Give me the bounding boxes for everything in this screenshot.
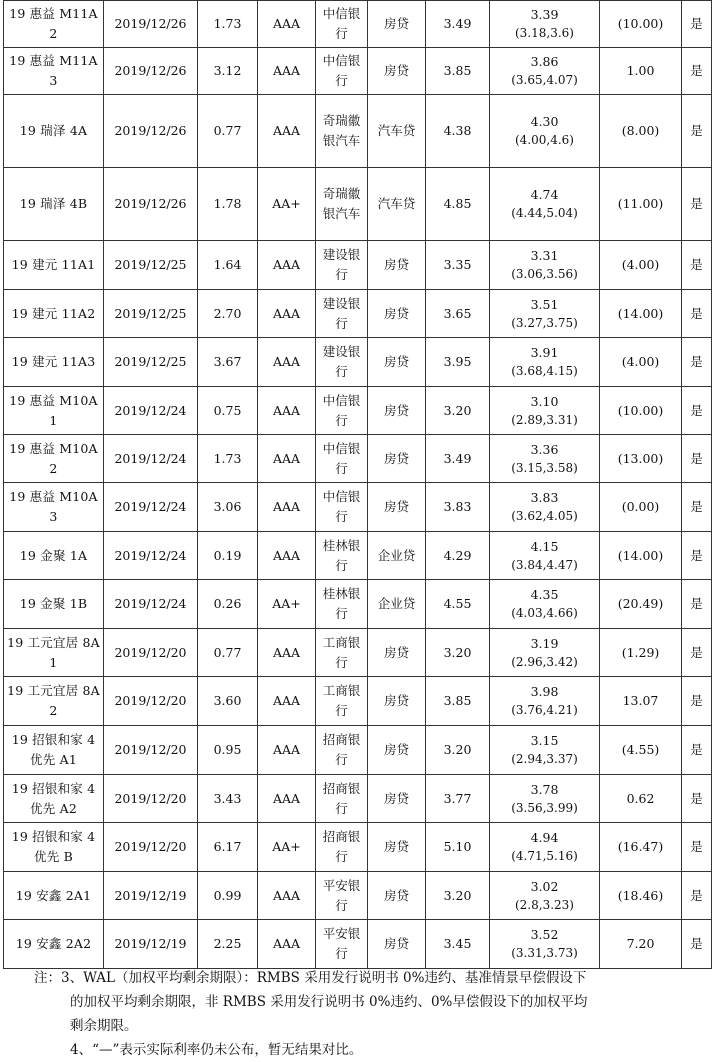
issuer-cell: 奇瑞徽银汽车 (316, 168, 368, 241)
issue-date-cell: 2019/12/24 (104, 435, 198, 483)
security-name-cell: 19 金聚 1B (4, 580, 104, 629)
actual-rate-cell: 4.55 (426, 580, 490, 629)
wal-value-cell: 0.77 (198, 95, 258, 168)
estimated-rate: 3.91 (530, 345, 559, 360)
wal-value-cell: 1.78 (198, 168, 258, 241)
issuer-cell: 建设银行 (316, 338, 368, 387)
estimated-rate: 3.39 (530, 7, 559, 22)
issue-date-cell: 2019/12/26 (104, 168, 198, 241)
rating-cell: AAA (258, 483, 316, 532)
table-row (4, 290, 712, 338)
issuer-cell: 建设银行 (316, 241, 368, 290)
table-row (4, 435, 712, 483)
actual-rate-cell: 3.95 (426, 338, 490, 387)
security-name-cell: 19 惠益 M11A2 (4, 1, 104, 48)
estimated-range: (3.65,4.07) (511, 73, 578, 87)
rating-cell: AAA (258, 48, 316, 95)
security-name-cell: 19 建元 11A3 (4, 338, 104, 387)
asset-type-cell: 房贷 (368, 872, 426, 920)
issuance-table (3, 0, 712, 969)
estimated-rate-cell (490, 775, 600, 823)
issue-date-cell: 2019/12/25 (104, 241, 198, 290)
table-row (4, 823, 712, 872)
issuer-cell: 平安银行 (316, 872, 368, 920)
rate-difference-cell: (16.47) (600, 823, 682, 872)
wal-value-cell: 0.75 (198, 387, 258, 435)
estimated-rate-cell (490, 168, 600, 241)
wal-value-cell: 1.73 (198, 1, 258, 48)
estimated-range: (2.94,3.37) (511, 752, 578, 766)
rate-difference-cell: (14.00) (600, 532, 682, 580)
estimated-rate: 3.19 (530, 635, 559, 651)
rate-difference-cell: (13.00) (600, 435, 682, 483)
estimated-rate: 3.52 (530, 927, 559, 942)
wal-value-cell: 2.25 (198, 920, 258, 969)
actual-rate-cell: 3.49 (426, 1, 490, 48)
table-body (4, 1, 712, 969)
actual-rate-cell: 3.85 (426, 48, 490, 95)
estimated-rate-cell (490, 387, 600, 435)
table-row (4, 241, 712, 290)
within-range-flag-cell: 是 (682, 48, 712, 95)
issuer-cell: 招商银行 (316, 823, 368, 872)
rating-cell: AAA (258, 872, 316, 920)
issuer-cell: 工商银行 (316, 629, 368, 677)
wal-value-cell: 2.70 (198, 290, 258, 338)
wal-value-cell: 3.06 (198, 483, 258, 532)
issuer-cell: 平安银行 (316, 920, 368, 969)
estimated-rate-cell (490, 48, 600, 95)
within-range-flag-cell: 是 (682, 532, 712, 580)
wal-value-cell: 3.43 (198, 775, 258, 823)
rate-difference-cell: (4.00) (600, 338, 682, 387)
estimated-rate-cell (490, 483, 600, 532)
rating-cell: AAA (258, 338, 316, 387)
issue-date-cell: 2019/12/20 (104, 629, 198, 677)
issue-date-cell: 2019/12/20 (104, 823, 198, 872)
wal-value-cell: 6.17 (198, 823, 258, 872)
issue-date-cell: 2019/12/20 (104, 677, 198, 726)
rate-difference-cell: (14.00) (600, 290, 682, 338)
rate-difference-cell: (8.00) (600, 95, 682, 168)
table-row (4, 629, 712, 677)
wal-value-cell: 1.73 (198, 435, 258, 483)
estimated-rate: 3.36 (530, 441, 559, 457)
issue-date-cell: 2019/12/25 (104, 290, 198, 338)
asset-type-cell: 房贷 (368, 726, 426, 775)
estimated-rate: 4.74 (530, 187, 559, 202)
issuer-cell: 招商银行 (316, 775, 368, 823)
issuer-cell: 招商银行 (316, 726, 368, 775)
rate-difference-cell: 0.62 (600, 775, 682, 823)
rating-cell: AAA (258, 775, 316, 823)
actual-rate-cell: 3.49 (426, 435, 490, 483)
within-range-flag-cell: 是 (682, 1, 712, 48)
estimated-rate-cell (490, 920, 600, 969)
table-row (4, 872, 712, 920)
security-name-cell: 19 安鑫 2A1 (4, 872, 104, 920)
estimated-range: (4.71,5.16) (511, 849, 578, 863)
issue-date-cell: 2019/12/19 (104, 872, 198, 920)
table-row (4, 920, 712, 969)
asset-type-cell: 房贷 (368, 677, 426, 726)
issuer-cell: 中信银行 (316, 48, 368, 95)
estimated-range: (3.15,3.58) (511, 460, 578, 475)
table-row (4, 726, 712, 775)
asset-type-cell: 汽车贷 (368, 168, 426, 241)
issuer-cell: 建设银行 (316, 290, 368, 338)
table-row (4, 168, 712, 241)
within-range-flag-cell: 是 (682, 726, 712, 775)
asset-type-cell: 房贷 (368, 483, 426, 532)
table-row (4, 483, 712, 532)
estimated-rate: 4.15 (530, 538, 559, 554)
estimated-rate-cell (490, 532, 600, 580)
estimated-rate-cell (490, 338, 600, 387)
asset-type-cell: 房贷 (368, 435, 426, 483)
estimated-rate-cell (490, 580, 600, 629)
estimated-rate-cell (490, 241, 600, 290)
wal-value-cell: 1.64 (198, 241, 258, 290)
note-4: 4、“—”表示实际利率仍未公布，暂无结果对比。 (70, 1042, 363, 1058)
security-name-cell: 19 工元宜居 8A1 (4, 629, 104, 677)
estimated-range: (4.03,4.66) (511, 606, 578, 620)
estimated-rate-cell (490, 290, 600, 338)
issue-date-cell: 2019/12/24 (104, 387, 198, 435)
table-row (4, 48, 712, 95)
rate-difference-cell: (4.00) (600, 241, 682, 290)
rating-cell: AAA (258, 532, 316, 580)
rating-cell: AAA (258, 241, 316, 290)
asset-type-cell: 房贷 (368, 48, 426, 95)
estimated-range: (2.8,3.23) (515, 897, 574, 912)
asset-type-cell: 汽车贷 (368, 95, 426, 168)
asset-type-cell: 房贷 (368, 338, 426, 387)
security-name-cell: 19 工元宜居 8A2 (4, 677, 104, 726)
estimated-range: (2.89,3.31) (511, 412, 578, 427)
within-range-flag-cell: 是 (682, 290, 712, 338)
issuer-cell: 桂林银行 (316, 580, 368, 629)
estimated-range: (3.06,3.56) (511, 267, 578, 281)
rate-difference-cell: 13.07 (600, 677, 682, 726)
table-row (4, 1, 712, 48)
issue-date-cell: 2019/12/25 (104, 338, 198, 387)
actual-rate-cell: 3.45 (426, 920, 490, 969)
table-row (4, 580, 712, 629)
rating-cell: AA+ (258, 168, 316, 241)
rating-cell: AAA (258, 290, 316, 338)
asset-type-cell: 房贷 (368, 629, 426, 677)
asset-type-cell: 房贷 (368, 823, 426, 872)
security-name-cell: 19 建元 11A1 (4, 241, 104, 290)
estimated-range: (3.76,4.21) (511, 703, 578, 717)
estimated-rate: 3.51 (530, 296, 559, 312)
wal-value-cell: 0.77 (198, 629, 258, 677)
rating-cell: AAA (258, 920, 316, 969)
security-name-cell: 19 瑞泽 4A (4, 95, 104, 168)
issue-date-cell: 2019/12/24 (104, 532, 198, 580)
wal-value-cell: 0.95 (198, 726, 258, 775)
issue-date-cell: 2019/12/24 (104, 483, 198, 532)
security-name-cell: 19 建元 11A2 (4, 290, 104, 338)
estimated-range: (3.18,3.6) (515, 26, 574, 40)
within-range-flag-cell: 是 (682, 580, 712, 629)
security-name-cell: 19 瑞泽 4B (4, 168, 104, 241)
estimated-rate-cell (490, 726, 600, 775)
within-range-flag-cell: 是 (682, 435, 712, 483)
wal-value-cell: 0.26 (198, 580, 258, 629)
issuer-cell: 奇瑞徽银汽车 (316, 95, 368, 168)
security-name-cell: 19 金聚 1A (4, 532, 104, 580)
issuer-cell: 工商银行 (316, 677, 368, 726)
note-3-line-1: 注：3、WAL（加权平均剩余期限）：RMBS 采用发行说明书 0%违约、基准情景早偿假设下 (34, 970, 587, 986)
estimated-range: (2.96,3.42) (511, 654, 578, 669)
issue-date-cell: 2019/12/26 (104, 1, 198, 48)
actual-rate-cell: 3.83 (426, 483, 490, 532)
estimated-rate: 4.35 (530, 587, 559, 602)
issue-date-cell: 2019/12/20 (104, 726, 198, 775)
within-range-flag-cell: 是 (682, 677, 712, 726)
actual-rate-cell: 3.85 (426, 677, 490, 726)
estimated-rate: 3.83 (530, 490, 559, 505)
actual-rate-cell: 4.29 (426, 532, 490, 580)
rate-difference-cell: (0.00) (600, 483, 682, 532)
estimated-range: (4.44,5.04) (511, 206, 578, 220)
wal-value-cell: 3.12 (198, 48, 258, 95)
wal-value-cell: 3.60 (198, 677, 258, 726)
rate-difference-cell: (10.00) (600, 1, 682, 48)
asset-type-cell: 企业贷 (368, 532, 426, 580)
security-name-cell: 19 招银和家 4 优先 B (4, 823, 104, 872)
rate-difference-cell: (1.29) (600, 629, 682, 677)
asset-type-cell: 房贷 (368, 775, 426, 823)
estimated-range: (3.84,4.47) (511, 557, 578, 572)
asset-type-cell: 房贷 (368, 290, 426, 338)
within-range-flag-cell: 是 (682, 241, 712, 290)
asset-type-cell: 房贷 (368, 920, 426, 969)
estimated-rate-cell (490, 677, 600, 726)
rate-difference-cell: (18.46) (600, 872, 682, 920)
asset-type-cell: 房贷 (368, 241, 426, 290)
actual-rate-cell: 3.20 (426, 629, 490, 677)
table-row (4, 387, 712, 435)
rating-cell: AAA (258, 726, 316, 775)
estimated-rate-cell (490, 1, 600, 48)
table-row (4, 775, 712, 823)
rate-difference-cell: 1.00 (600, 48, 682, 95)
estimated-rate: 3.86 (530, 54, 559, 69)
issuer-cell: 中信银行 (316, 435, 368, 483)
estimated-rate: 3.31 (530, 248, 559, 263)
wal-value-cell: 0.19 (198, 532, 258, 580)
within-range-flag-cell: 是 (682, 629, 712, 677)
table-row (4, 95, 712, 168)
estimated-rate: 3.78 (530, 781, 559, 797)
issuer-cell: 中信银行 (316, 1, 368, 48)
estimated-range: (3.62,4.05) (511, 509, 578, 523)
issue-date-cell: 2019/12/24 (104, 580, 198, 629)
issuer-cell: 桂林银行 (316, 532, 368, 580)
table-row (4, 338, 712, 387)
actual-rate-cell: 4.38 (426, 95, 490, 168)
estimated-rate: 3.10 (530, 393, 559, 409)
rate-difference-cell: (10.00) (600, 387, 682, 435)
rate-difference-cell: (20.49) (600, 580, 682, 629)
estimated-rate-cell (490, 872, 600, 920)
note-3-line-2: 的加权平均剩余期限，非 RMBS 采用发行说明书 0%违约、0%早偿假设下的加权平均 (70, 994, 588, 1010)
note-3-line-3: 剩余期限。 (70, 1018, 138, 1034)
wal-value-cell: 3.67 (198, 338, 258, 387)
estimated-rate: 3.02 (530, 878, 559, 894)
rate-difference-cell: 7.20 (600, 920, 682, 969)
security-name-cell: 19 招银和家 4 优先 A2 (4, 775, 104, 823)
security-name-cell: 19 惠益 M10A2 (4, 435, 104, 483)
footnotes (12, 966, 708, 1062)
estimated-range: (4.00,4.6) (515, 133, 574, 147)
actual-rate-cell: 3.20 (426, 872, 490, 920)
rate-difference-cell: (11.00) (600, 168, 682, 241)
within-range-flag-cell: 是 (682, 775, 712, 823)
within-range-flag-cell: 是 (682, 872, 712, 920)
asset-type-cell: 房贷 (368, 387, 426, 435)
issue-date-cell: 2019/12/19 (104, 920, 198, 969)
issuer-cell: 中信银行 (316, 483, 368, 532)
rate-difference-cell: (4.55) (600, 726, 682, 775)
estimated-rate-cell (490, 95, 600, 168)
issue-date-cell: 2019/12/26 (104, 95, 198, 168)
rating-cell: AA+ (258, 823, 316, 872)
within-range-flag-cell: 是 (682, 95, 712, 168)
estimated-rate: 3.15 (530, 733, 559, 748)
rating-cell: AAA (258, 677, 316, 726)
security-name-cell: 19 安鑫 2A2 (4, 920, 104, 969)
within-range-flag-cell: 是 (682, 483, 712, 532)
estimated-rate-cell (490, 435, 600, 483)
estimated-rate: 4.94 (530, 830, 559, 845)
actual-rate-cell: 4.85 (426, 168, 490, 241)
issue-date-cell: 2019/12/20 (104, 775, 198, 823)
within-range-flag-cell: 是 (682, 823, 712, 872)
estimated-rate-cell (490, 823, 600, 872)
estimated-range: (3.56,3.99) (511, 800, 578, 815)
actual-rate-cell: 3.20 (426, 387, 490, 435)
within-range-flag-cell: 是 (682, 920, 712, 969)
actual-rate-cell: 3.35 (426, 241, 490, 290)
rating-cell: AAA (258, 95, 316, 168)
estimated-rate: 4.30 (530, 114, 559, 129)
issue-date-cell: 2019/12/26 (104, 48, 198, 95)
actual-rate-cell: 3.65 (426, 290, 490, 338)
security-name-cell: 19 惠益 M10A3 (4, 483, 104, 532)
wal-value-cell: 0.99 (198, 872, 258, 920)
within-range-flag-cell: 是 (682, 387, 712, 435)
estimated-range: (3.31,3.73) (511, 946, 578, 960)
estimated-range: (3.68,4.15) (511, 364, 578, 378)
security-name-cell: 19 招银和家 4 优先 A1 (4, 726, 104, 775)
table-row (4, 677, 712, 726)
asset-type-cell: 企业贷 (368, 580, 426, 629)
asset-type-cell: 房贷 (368, 1, 426, 48)
security-name-cell: 19 惠益 M10A1 (4, 387, 104, 435)
actual-rate-cell: 5.10 (426, 823, 490, 872)
actual-rate-cell: 3.20 (426, 726, 490, 775)
estimated-rate: 3.98 (530, 684, 559, 699)
rating-cell: AA+ (258, 580, 316, 629)
table-row (4, 532, 712, 580)
actual-rate-cell: 3.77 (426, 775, 490, 823)
rating-cell: AAA (258, 435, 316, 483)
estimated-range: (3.27,3.75) (511, 315, 578, 330)
security-name-cell: 19 惠益 M11A3 (4, 48, 104, 95)
rating-cell: AAA (258, 1, 316, 48)
within-range-flag-cell: 是 (682, 168, 712, 241)
rating-cell: AAA (258, 387, 316, 435)
within-range-flag-cell: 是 (682, 338, 712, 387)
estimated-rate-cell (490, 629, 600, 677)
rating-cell: AAA (258, 629, 316, 677)
issuer-cell: 中信银行 (316, 387, 368, 435)
